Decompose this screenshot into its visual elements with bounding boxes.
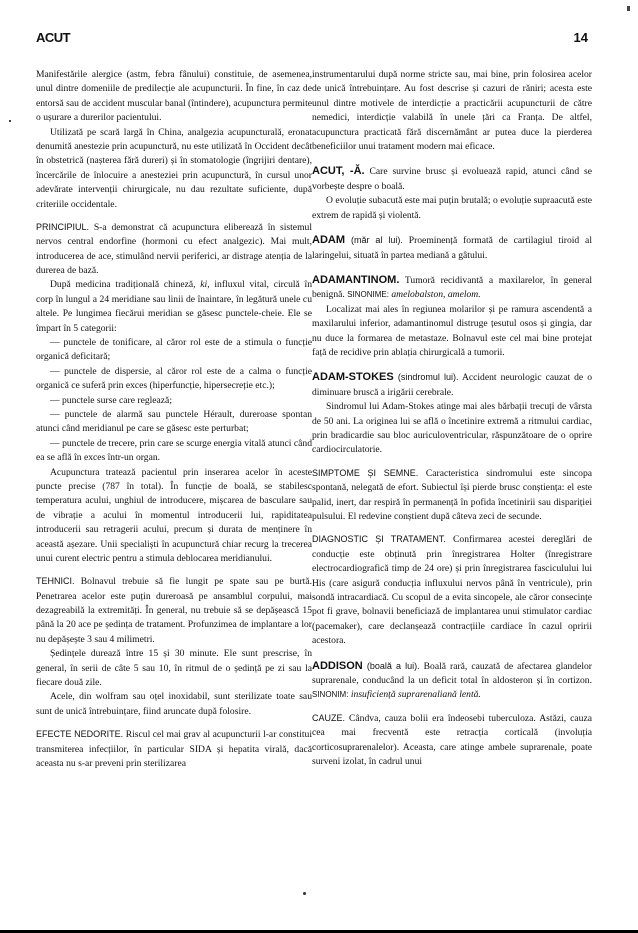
left-column	[36, 68, 312, 771]
term: ki	[200, 279, 208, 291]
synonym-label: SINONIM:	[312, 690, 349, 700]
paragraph: TEHNICI. Bolnavul trebuie să fie lungit pe spate sau pe burtă. Penetrarea acelor este puțin dureroasă pe ansamblul corpului, mai dezagreabilă la extremități. În general, nu trebuie să se depășească 15 până la 20 ace pe ședința de tratament. Profunzimea de implantare a lor nu depășește 3 sau 4 milimetri.	[36, 576, 312, 645]
right-column	[312, 68, 592, 769]
list-item: — punctele surse care reglează;	[50, 394, 172, 406]
paragraph: După medicina tradițională chineză, ki, influxul vital, circulă în corp în lungul a 24 meridiane sau linii de înaintare, în legătură unele cu altele. Pe lungimea fiecărui meridian se găsesc punctele-cheie. Ele se împart în 5 categorii:	[36, 279, 312, 334]
paragraph: Ședințele durează între 15 și 30 minute. Ele sunt prescrise, în general, în serii de câte 5 sau 10, în ritmul de o ședință pe zi sau la fiecare două zile.	[36, 648, 312, 689]
entry-acut: ACUT, -Ă. Care survine brusc și evoluează rapid, atunci când se vorbește despre o boală.	[312, 165, 593, 192]
paragraph: instrumentarului după norme stricte sau, mai bine, prin folosirea acelor de unică întrebuințare. Au fost descrise și cazuri de răniri; acesta este unul dintre motivele de interdicție a practicării acupuncturii de către nemedici, interdicție valabilă în unele țări ca Franța. De altfel, acupunctura practicată fără discernământ ar putea duce la pierderea beneficiilor unui tratament modern mai eficace.	[312, 69, 592, 152]
entry-heading: ADAMANTINOM.	[312, 273, 400, 286]
paragraph: DIAGNOSTIC ȘI TRATAMENT. Confirmarea acestei dereglări de conducție este obținută prin înregistrarea Holter (înregistrare electrocardiografică timp de 24 ore) și prin înregistrarea fasciculului lui His (care asigură conducția influxului nervos până în ventricule), prin sondă intracardiacă. Cu scopul de a evita sincopele, ale căror consecințe pot fi grave, bolnavii beneficiază de implantarea unui stimulator cardiac (pacemaker), care declanșează contracțiile cardiace în cazul opririi acestora.	[312, 534, 592, 647]
footer-dot	[303, 892, 306, 895]
margin-dot	[9, 120, 11, 122]
paragraph: Localizat mai ales în regiunea molarilor și pe ramura ascendentă a maxilarului inferior, adamantinomul distruge țesutul osos și gingia, dar nu duce la formarea de metastaze. Bolnavul este cel mai bine protejat față de recidive prin ablația chirurgicală a tumorii.	[312, 303, 592, 358]
subheading: DIAGNOSTIC ȘI TRATAMENT.	[312, 534, 446, 545]
list-item: — punctele de dispersie, al căror rol este de a calma o funcție organică ce suferă prin exces (hiperfuncție, hipersecreție etc.);	[36, 365, 312, 392]
paragraph: Acele, din wolfram sau oțel inoxidabil, sunt sterilizate toate sau sunt de unică întrebuințare, fiind aruncate după folosire.	[36, 691, 312, 717]
entry-adam: ADAM (măr al lui). Proeminență formată de cartilagiul tiroid al laringelui, situată în partea mediană a gâtului.	[312, 234, 592, 261]
entry-heading: ADDISON	[312, 659, 363, 672]
paragraph: CAUZE. Cândva, cauza bolii era îndeosebi tuberculoza. Astăzi, cauza cea mai frecventă este retracția corticală (involuția corticosuprarenalelor). Aceasta, care atinge ambele suprarenale, poate surveni izolat, în cadrul unui	[312, 712, 592, 767]
entry-adamantinom: ADAMANTINOM. Tumoră recidivantă a maxilarelor, în general benignă. SINONIME: amelobalston, amelom.	[312, 273, 592, 301]
paragraph: SIMPTOME ȘI SEMNE. Caracteristica sindromului este sincopa spontană, nelegată de efort. Subiectul își pierde brusc conștiența: el este palid, inert, dar respiră în permanență în pofida încetinirii sau dispariției pulsului. El redevine conștient după câteva zeci de secunde.	[312, 467, 592, 522]
subheading: EFECTE NEDORITE.	[36, 729, 124, 740]
entry-addison: ADDISON (boală a lui). Boală rară, cauzată de afectarea glandelor suprarenale, conducând la un deficit total în aldosteron și în cortizon. SINONIM: insuficiență suprarenaliană lentă.	[312, 659, 593, 701]
paragraph: EFECTE NEDORITE. Riscul cel mai grav al acupuncturii l-ar constitui transmiterea infecțiilor, în particular SIDA și hepatita virală, dacă aceasta nu s-ar preveni prin sterilizarea	[36, 729, 312, 769]
entry-heading: ACUT, -Ă.	[312, 165, 365, 178]
paragraph: Acupunctura tratează pacientul prin inserarea acelor în aceste puncte precise (787 în total). În funcție de boală, se stabilesc temperatura acului, unghiul de introducere, mișcarea de basculare sau de vibrație a acului în momentul introducerii lui, rapiditatea introducerii sau retragerii acului, precum și durata de menținere în această așezare. Unii specialiști în acupunctură chiar recurg la trecerea unui curent electric pentru a stimula deblocarea meridianului.	[36, 466, 312, 564]
subheading: SIMPTOME ȘI SEMNE.	[312, 467, 419, 478]
paragraph: Utilizată pe scară largă în China, analgezia acupuncturală, eronat denumită anestezie prin acupunctură, nu este utilizată în Occident decât în obstetrică (nașterea fără dureri) și în stomatologie (îngrijiri dentare), încercările de înlocuire a anesteziei prin acupunctură, în cursul unor adevărate intervenții chirurgicale, nu dau rezultate suficiente, după criteriile occidentale.	[36, 126, 312, 210]
synonym-label: SINONIME:	[347, 290, 389, 300]
subheading: PRINCIPIUL.	[36, 221, 90, 232]
running-head-entry: ACUT	[36, 30, 71, 45]
entry-heading: ADAM	[312, 234, 345, 247]
scan-mark	[627, 6, 630, 11]
subheading: CAUZE.	[312, 712, 346, 723]
list-item: — punctele de tonificare, al căror rol este de a stimula o funcție organică deficitară;	[36, 337, 312, 363]
page-number: 14	[573, 30, 588, 45]
subheading: TEHNICI.	[36, 576, 75, 587]
paragraph: PRINCIPIUL. S-a demonstrat că acupunctura eliberează în sistemul nervos central endorfine (hormoni cu efect analgezic). Mai mult, introducerea de ace, stimulând nervii periferici, ar distrage atenția de la durerea de bază.	[36, 221, 312, 277]
list-item: — punctele de alarmă sau punctele Hérault, dureroase spontan atunci când meridianul pe care se găsesc este perturbat;	[36, 408, 312, 435]
list-item: — punctele de trecere, prin care se scurge energia vitală atunci când ea se află în exces într-un organ.	[36, 437, 312, 464]
paragraph: O evoluție subacută este mai puțin brutală; o evoluție supraacută este extrem de rapidă și violentă.	[312, 195, 592, 221]
paragraph: Sindromul lui Adam-Stokes atinge mai ales bărbații trecuți de vârsta de 50 ani. La originea lui se află o încetinire extremă a ritmului cardiac, prin bradicardie sau bloc auriculoventricular, răspunzătoare de o oprire cardiocirculatorie.	[312, 401, 592, 456]
entry-adam-stokes: ADAM-STOKES (sindromul lui). Accident neurologic cauzat de o diminuare bruscă a irigării cerebrale.	[312, 371, 592, 398]
paragraph: Manifestările alergice (astm, febra fânului) constituie, de asemenea, unul dintre domeniile de predilecție ale acupuncturii. În fine, în caz de entorsă sau de accident muscular banal (întindere), acupunctura permite o ușurare a durerilor pacientului.	[36, 69, 312, 124]
entry-heading: ADAM-STOKES	[312, 371, 394, 384]
